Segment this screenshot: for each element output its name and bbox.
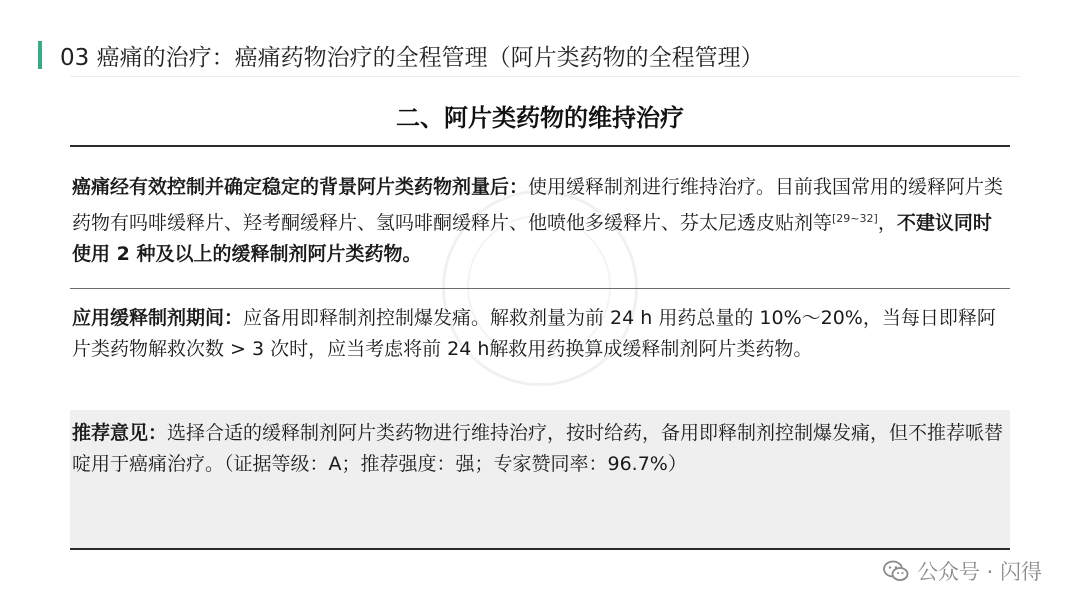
wechat-icon	[883, 560, 909, 582]
maintenance-paragraph	[72, 172, 1008, 270]
breakthrough-lead: 应用缓释制剂期间：	[72, 307, 244, 329]
slide-header	[38, 38, 764, 72]
brand-text: 公众号 · 闪得	[916, 560, 1042, 584]
maintenance-warning: 不建议同时使用 2 种及以上的缓释制剂阿片类药物。	[72, 212, 992, 265]
account-brand	[883, 556, 1042, 586]
section-divider	[70, 145, 1010, 147]
citation-ref: [29~32]	[832, 212, 878, 225]
accent-bar	[38, 41, 42, 69]
recommendation-lead: 推荐意见：	[72, 422, 168, 444]
section-title: 二、阿片类药物的维持治疗	[396, 104, 684, 132]
maintenance-lead: 癌痛经有效控制并确定稳定的背景阿片类药物剂量后：	[72, 176, 529, 198]
comma: ，	[877, 212, 897, 234]
recommendation-box	[70, 410, 1010, 550]
recommendation-paragraph	[72, 418, 1008, 480]
breakthrough-paragraph	[72, 303, 1008, 365]
header-divider	[70, 76, 1020, 77]
paragraph-divider	[70, 288, 1010, 289]
recommendation-body: 选择合适的缓释制剂阿片类药物进行维持治疗，按时给药，备用即释制剂控制爆发痛，但不推荐哌替啶用于癌痛治疗。（证据等级：A；推荐强度：强；专家赞同率：96.7%）	[72, 422, 1004, 475]
maintenance-body: 使用缓释制剂进行维持治疗。目前我国常用的缓释阿片类药物有吗啡缓释片、羟考酮缓释片、氢吗啡酮缓释片、他喷他多缓释片、芬太尼透皮贴剂等	[72, 176, 1004, 234]
page-title: 03 癌痛的治疗：癌痛药物治疗的全程管理（阿片类药物的全程管理）	[60, 44, 764, 71]
breakthrough-body: 应备用即释制剂控制爆发痛。解救剂量为前 24 h 用药总量的 10%～20%，当每日即释阿片类药物解救次数 > 3 次时，应当考虑将前 24 h解救用药换算成缓释制剂阿片类药物。	[72, 307, 996, 360]
